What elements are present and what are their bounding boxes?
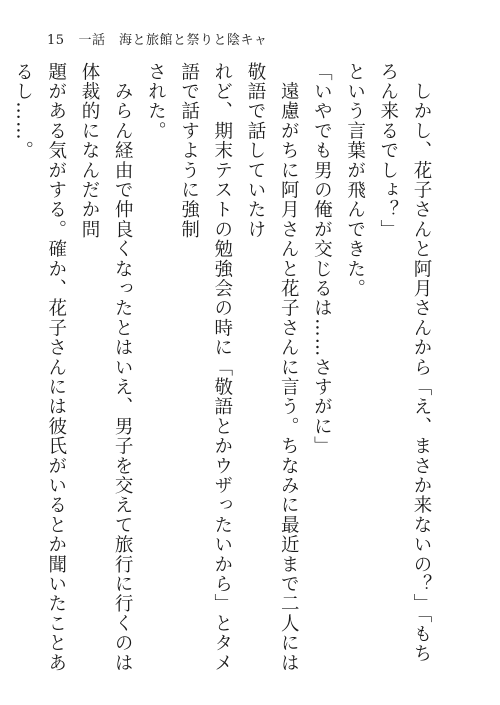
text-line: しかし、花子さんと阿月さんから「え、まさか来ないの？」「もちろん来るでしょ？」 (377, 62, 432, 664)
vertical-body-text (0, 62, 438, 682)
text-line: 題がある気がする。確か、花子さんには彼氏がいるとか聞いたことあるし……。 (12, 62, 67, 673)
page-number: 15 (47, 33, 65, 48)
text-line: れど、期末テストの勉強会の時に「敬語とかウザったいから」とタメ語で話すように強制 (178, 62, 233, 673)
text-line: みらん経由で仲良くなったとはいえ、男子を交えて旅行に行くのは体裁的になんだか問 (78, 62, 134, 673)
text-line: という言葉が飛んできた。 (344, 62, 366, 299)
text-line: 「いやでも男の俺が交じるは……さすがに」 (311, 62, 333, 456)
chapter-title: 一話 海と旅館と祭りと陰キャ (78, 33, 268, 48)
text-line: された。 (145, 62, 167, 141)
text-line: 遠慮がちに阿月さんと花子さんに言う。ちなみに最近まで二人には敬語で話していたけ (244, 62, 300, 673)
running-header (47, 29, 268, 48)
text-line (0, 62, 6, 682)
